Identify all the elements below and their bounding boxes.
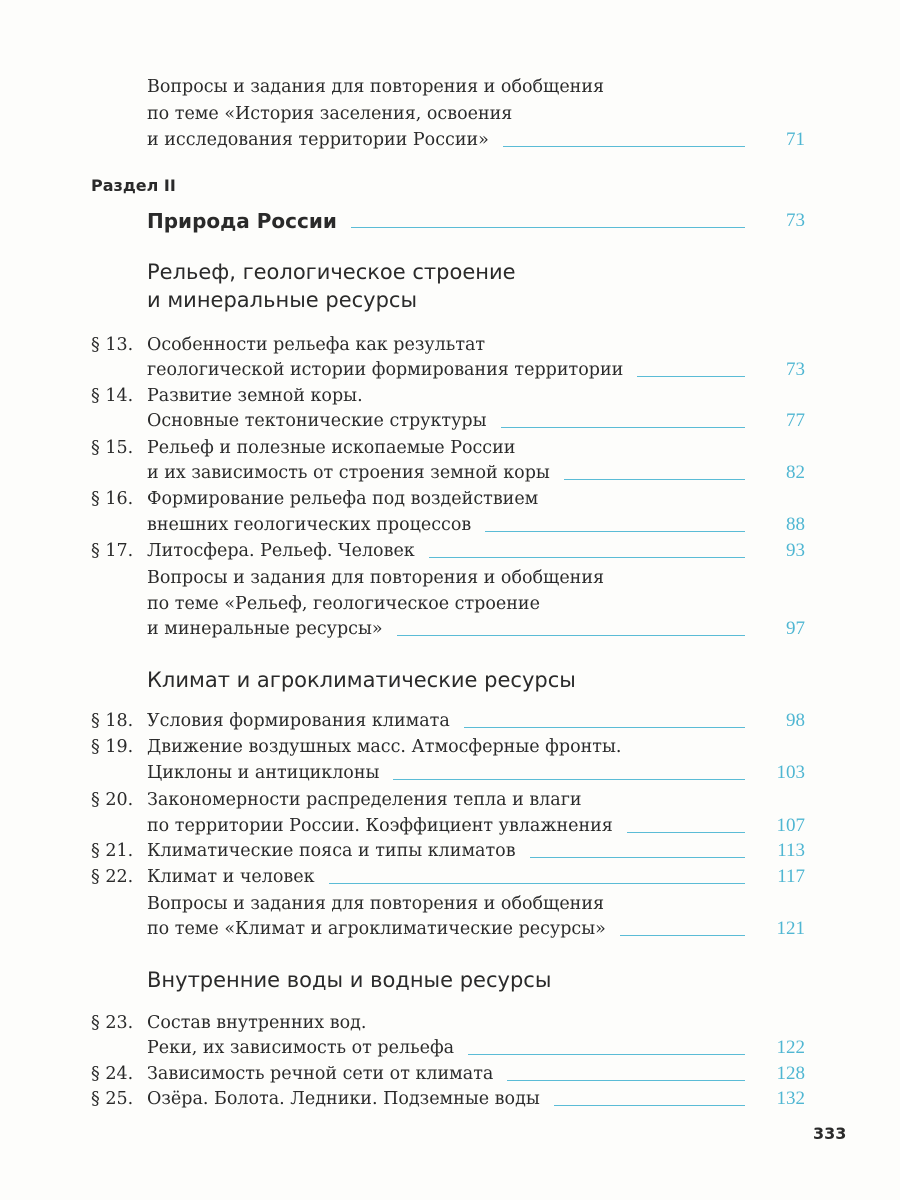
paragraph-number: § 17. — [91, 541, 134, 561]
toc-entry — [147, 510, 745, 536]
toc-entry-review-history — [147, 125, 745, 151]
toc-entry-review-history-text: Вопросы и задания для повторения и обобщения — [147, 77, 605, 97]
page-ref[interactable]: 122 — [776, 1037, 805, 1058]
toc-entry — [147, 458, 745, 484]
toc-entry-text: Формирование рельефа под воздействием — [147, 489, 539, 509]
topic-heading: Внутренние воды и водные ресурсы — [147, 968, 552, 992]
page-ref[interactable]: 98 — [786, 710, 805, 731]
leader-line — [620, 935, 745, 936]
paragraph-number: § 13. — [91, 335, 134, 355]
paragraph-number: § 16. — [91, 489, 134, 509]
leader-line — [468, 1054, 745, 1055]
toc-entry — [147, 811, 745, 837]
toc-entry-text: по теме «Рельеф, геологическое строение — [147, 594, 540, 614]
paragraph-number: § 22. — [91, 867, 134, 887]
toc-entry-text: Климат и человек — [147, 867, 315, 887]
leader-line — [554, 1105, 745, 1106]
toc-entry-text: Рельеф и полезные ископаемые России — [147, 438, 516, 458]
paragraph-number: § 23. — [91, 1013, 134, 1033]
leader-line — [564, 479, 745, 480]
toc-entry — [147, 484, 745, 510]
toc-entry — [147, 1033, 745, 1059]
page-ref[interactable]: 121 — [776, 918, 805, 939]
toc-entry-text: внешних геологических процессов — [147, 515, 472, 535]
paragraph-number: § 14. — [91, 386, 134, 406]
paragraph-number: § 25. — [91, 1089, 134, 1109]
toc-entry-text: Состав внутренних вод. — [147, 1013, 367, 1033]
toc-entry-text: Зависимость речной сети от климата — [147, 1064, 494, 1084]
page-ref[interactable]: 132 — [776, 1088, 805, 1109]
page-ref[interactable]: 93 — [786, 540, 805, 561]
section-title-text: Природа России — [147, 209, 337, 233]
page-ref[interactable]: 103 — [776, 762, 805, 783]
toc-entry-text: Литосфера. Рельеф. Человек — [147, 541, 415, 561]
toc-entry-text: Вопросы и задания для повторения и обобщения — [147, 894, 605, 914]
topic-heading: Климат и агроклиматические ресурсы — [147, 668, 576, 692]
toc-entry — [147, 563, 745, 589]
leader-line — [329, 883, 745, 884]
paragraph-number: § 18. — [91, 711, 134, 731]
page-ref[interactable]: 73 — [786, 210, 805, 231]
toc-entry-text: Развитие земной коры. — [147, 386, 363, 406]
topic-heading: Рельеф, геологическое строение — [147, 260, 516, 284]
section-title — [147, 206, 745, 232]
page-ref[interactable]: 117 — [777, 866, 805, 887]
toc-entry-text: геологической истории формирования территории — [147, 360, 624, 380]
toc-entry-text: Вопросы и задания для повторения и обобщения — [147, 568, 605, 588]
leader-line — [351, 227, 745, 228]
toc-entry — [147, 536, 745, 562]
topic-heading: и минеральные ресурсы — [147, 288, 418, 312]
leader-line — [637, 376, 745, 377]
leader-line — [503, 146, 745, 147]
page-ref[interactable]: 88 — [786, 514, 805, 535]
paragraph-number: § 24. — [91, 1064, 134, 1084]
toc-entry — [147, 706, 745, 732]
paragraph-number: § 20. — [91, 790, 134, 810]
toc-entry — [147, 758, 745, 784]
toc-entry-text: Реки, их зависимость от рельефа — [147, 1038, 455, 1058]
toc-entry — [147, 785, 745, 811]
toc-entry-text: Закономерности распределения тепла и влаги — [147, 790, 582, 810]
leader-line — [507, 1080, 745, 1081]
leader-line — [393, 779, 745, 780]
toc-entry — [147, 732, 745, 758]
leader-line — [397, 635, 745, 636]
toc-entry — [147, 1084, 745, 1110]
page-ref[interactable]: 77 — [786, 410, 805, 431]
page-ref[interactable]: 73 — [786, 359, 805, 380]
toc-entry-text: Озёра. Болота. Ледники. Подземные воды — [147, 1089, 540, 1109]
page-ref[interactable]: 97 — [786, 618, 805, 639]
toc-entry-text: по теме «Климат и агроклиматические ресурсы» — [147, 919, 606, 939]
page-ref[interactable]: 82 — [786, 462, 805, 483]
toc-entry — [147, 889, 745, 915]
toc-entry-text: и минеральные ресурсы» — [147, 619, 383, 639]
paragraph-number: § 19. — [91, 737, 134, 757]
page-ref[interactable]: 71 — [786, 129, 805, 150]
toc-entry-text: и их зависимость от строения земной коры — [147, 463, 550, 483]
toc-entry-review-history — [147, 72, 745, 98]
leader-line — [485, 531, 745, 532]
toc-entry — [147, 614, 745, 640]
paragraph-number: § 21. — [91, 841, 134, 861]
toc-entry — [147, 406, 745, 432]
page-ref[interactable]: 113 — [777, 840, 805, 861]
toc-entry-text: Особенности рельефа как результат — [147, 335, 486, 355]
toc-entry — [147, 914, 745, 940]
toc-entry-text: Движение воздушных масс. Атмосферные фронты. — [147, 737, 622, 757]
leader-line — [530, 857, 745, 858]
leader-line — [501, 427, 745, 428]
toc-entry-text: по территории России. Коэффициент увлажнения — [147, 816, 613, 836]
section-label: Раздел II — [91, 176, 176, 195]
toc-entry — [147, 836, 745, 862]
leader-line — [464, 727, 745, 728]
page-ref[interactable]: 107 — [776, 815, 805, 836]
leader-line — [627, 832, 745, 833]
toc-entry — [147, 433, 745, 459]
page-ref[interactable]: 128 — [776, 1063, 805, 1084]
toc-entry — [147, 355, 745, 381]
toc-entry — [147, 862, 745, 888]
page-number: 333 — [813, 1124, 847, 1143]
toc-entry — [147, 589, 745, 615]
toc-entry-text: Основные тектонические структуры — [147, 411, 487, 431]
toc-entry-review-history-text: по теме «История заселения, освоения — [147, 104, 513, 124]
paragraph-number: § 15. — [91, 438, 134, 458]
toc-entry-review-history — [147, 99, 745, 125]
toc-entry-text: Климатические пояса и типы климатов — [147, 841, 516, 861]
toc-entry-text: Условия формирования климата — [147, 711, 450, 731]
toc-entry — [147, 1059, 745, 1085]
toc-entry — [147, 381, 745, 407]
leader-line — [429, 557, 745, 558]
toc-entry — [147, 1008, 745, 1034]
toc-entry-review-history-text: и исследования территории России» — [147, 130, 489, 150]
toc-entry — [147, 330, 745, 356]
toc-entry-text: Циклоны и антициклоны — [147, 763, 380, 783]
